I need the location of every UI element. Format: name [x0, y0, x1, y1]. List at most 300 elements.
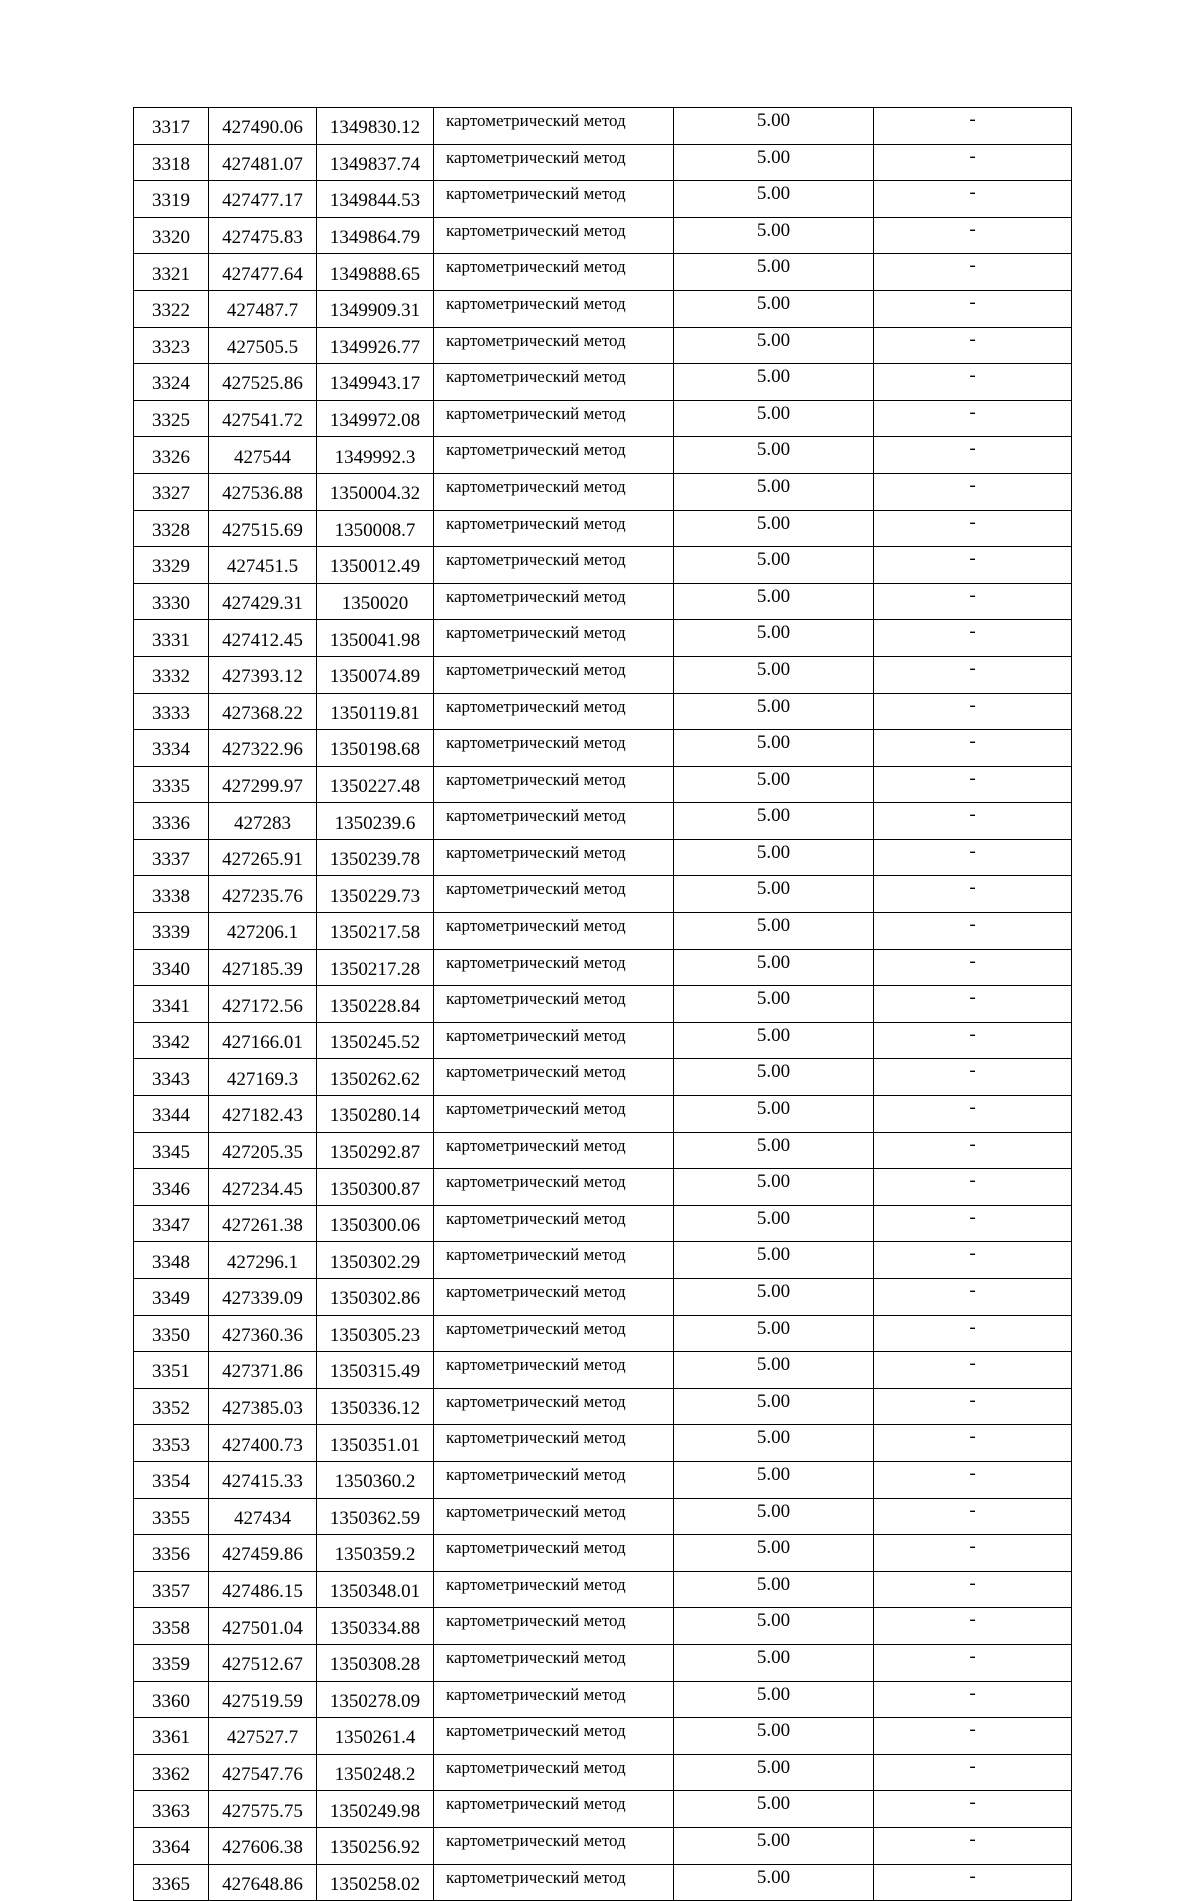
y-coordinate-cell: 1350074.89	[317, 656, 434, 693]
point-number-cell: 3329	[134, 547, 209, 584]
y-coordinate-cell: 1350300.06	[317, 1205, 434, 1242]
y-coordinate-cell: 1349837.74	[317, 144, 434, 181]
precision-cell: 5.00	[674, 1242, 874, 1279]
table-row	[134, 803, 1072, 840]
point-number-cell: 3335	[134, 766, 209, 803]
x-coordinate-cell: 427172.56	[209, 986, 317, 1023]
x-coordinate-cell: 427385.03	[209, 1388, 317, 1425]
table-row	[134, 364, 1072, 401]
x-coordinate-cell: 427166.01	[209, 1022, 317, 1059]
y-coordinate-cell: 1350020	[317, 583, 434, 620]
note-cell: -	[874, 1205, 1072, 1242]
y-coordinate-cell: 1350348.01	[317, 1571, 434, 1608]
precision-cell: 5.00	[674, 1132, 874, 1169]
x-coordinate-cell: 427486.15	[209, 1571, 317, 1608]
note-cell: -	[874, 620, 1072, 657]
precision-cell: 5.00	[674, 1754, 874, 1791]
point-number-cell: 3348	[134, 1242, 209, 1279]
point-number-cell: 3326	[134, 437, 209, 474]
y-coordinate-cell: 1350262.62	[317, 1059, 434, 1096]
method-cell: картометрический метод	[434, 108, 674, 145]
method-cell: картометрический метод	[434, 803, 674, 840]
precision-cell: 5.00	[674, 254, 874, 291]
method-cell: картометрический метод	[434, 730, 674, 767]
point-number-cell: 3362	[134, 1754, 209, 1791]
x-coordinate-cell: 427515.69	[209, 510, 317, 547]
table-row	[134, 1315, 1072, 1352]
coordinates-table-body	[134, 108, 1072, 1901]
note-cell: -	[874, 1279, 1072, 1316]
point-number-cell: 3351	[134, 1352, 209, 1389]
x-coordinate-cell: 427412.45	[209, 620, 317, 657]
note-cell: -	[874, 1571, 1072, 1608]
note-cell: -	[874, 1388, 1072, 1425]
note-cell: -	[874, 327, 1072, 364]
precision-cell: 5.00	[674, 437, 874, 474]
point-number-cell: 3361	[134, 1718, 209, 1755]
method-cell: картометрический метод	[434, 1022, 674, 1059]
point-number-cell: 3363	[134, 1791, 209, 1828]
method-cell: картометрический метод	[434, 1864, 674, 1901]
table-row	[134, 473, 1072, 510]
precision-cell: 5.00	[674, 364, 874, 401]
note-cell: -	[874, 1059, 1072, 1096]
note-cell: -	[874, 1644, 1072, 1681]
precision-cell: 5.00	[674, 1425, 874, 1462]
x-coordinate-cell: 427234.45	[209, 1169, 317, 1206]
method-cell: картометрический метод	[434, 1132, 674, 1169]
x-coordinate-cell: 427368.22	[209, 693, 317, 730]
y-coordinate-cell: 1350239.6	[317, 803, 434, 840]
x-coordinate-cell: 427541.72	[209, 400, 317, 437]
precision-cell: 5.00	[674, 1205, 874, 1242]
point-number-cell: 3346	[134, 1169, 209, 1206]
precision-cell: 5.00	[674, 693, 874, 730]
method-cell: картометрический метод	[434, 949, 674, 986]
method-cell: картометрический метод	[434, 693, 674, 730]
precision-cell: 5.00	[674, 876, 874, 913]
precision-cell: 5.00	[674, 1279, 874, 1316]
y-coordinate-cell: 1350245.52	[317, 1022, 434, 1059]
table-row	[134, 656, 1072, 693]
note-cell: -	[874, 1608, 1072, 1645]
precision-cell: 5.00	[674, 144, 874, 181]
point-number-cell: 3340	[134, 949, 209, 986]
method-cell: картометрический метод	[434, 1352, 674, 1389]
point-number-cell: 3345	[134, 1132, 209, 1169]
note-cell: -	[874, 144, 1072, 181]
point-number-cell: 3339	[134, 913, 209, 950]
method-cell: картометрический метод	[434, 254, 674, 291]
precision-cell: 5.00	[674, 547, 874, 584]
table-row	[134, 986, 1072, 1023]
note-cell: -	[874, 1352, 1072, 1389]
table-row	[134, 1754, 1072, 1791]
note-cell: -	[874, 1535, 1072, 1572]
table-row	[134, 1644, 1072, 1681]
x-coordinate-cell: 427575.75	[209, 1791, 317, 1828]
y-coordinate-cell: 1350217.58	[317, 913, 434, 950]
y-coordinate-cell: 1350012.49	[317, 547, 434, 584]
note-cell: -	[874, 1461, 1072, 1498]
x-coordinate-cell: 427265.91	[209, 839, 317, 876]
x-coordinate-cell: 427544	[209, 437, 317, 474]
method-cell: картометрический метод	[434, 839, 674, 876]
point-number-cell: 3357	[134, 1571, 209, 1608]
x-coordinate-cell: 427299.97	[209, 766, 317, 803]
table-row	[134, 1864, 1072, 1901]
method-cell: картометрический метод	[434, 766, 674, 803]
note-cell: -	[874, 656, 1072, 693]
y-coordinate-cell: 1350261.4	[317, 1718, 434, 1755]
table-row	[134, 1059, 1072, 1096]
note-cell: -	[874, 839, 1072, 876]
note-cell: -	[874, 1132, 1072, 1169]
x-coordinate-cell: 427501.04	[209, 1608, 317, 1645]
note-cell: -	[874, 364, 1072, 401]
point-number-cell: 3353	[134, 1425, 209, 1462]
precision-cell: 5.00	[674, 766, 874, 803]
y-coordinate-cell: 1350280.14	[317, 1096, 434, 1133]
table-row	[134, 217, 1072, 254]
method-cell: картометрический метод	[434, 1279, 674, 1316]
point-number-cell: 3321	[134, 254, 209, 291]
y-coordinate-cell: 1350302.29	[317, 1242, 434, 1279]
table-row	[134, 1498, 1072, 1535]
note-cell: -	[874, 1827, 1072, 1864]
table-row	[134, 949, 1072, 986]
y-coordinate-cell: 1349909.31	[317, 290, 434, 327]
note-cell: -	[874, 547, 1072, 584]
y-coordinate-cell: 1350300.87	[317, 1169, 434, 1206]
x-coordinate-cell: 427451.5	[209, 547, 317, 584]
x-coordinate-cell: 427477.17	[209, 181, 317, 218]
method-cell: картометрический метод	[434, 1535, 674, 1572]
note-cell: -	[874, 803, 1072, 840]
note-cell: -	[874, 1022, 1072, 1059]
note-cell: -	[874, 1791, 1072, 1828]
note-cell: -	[874, 437, 1072, 474]
point-number-cell: 3338	[134, 876, 209, 913]
precision-cell: 5.00	[674, 839, 874, 876]
note-cell: -	[874, 290, 1072, 327]
table-row	[134, 693, 1072, 730]
table-row	[134, 290, 1072, 327]
x-coordinate-cell: 427429.31	[209, 583, 317, 620]
y-coordinate-cell: 1350278.09	[317, 1681, 434, 1718]
method-cell: картометрический метод	[434, 1644, 674, 1681]
y-coordinate-cell: 1350041.98	[317, 620, 434, 657]
x-coordinate-cell: 427393.12	[209, 656, 317, 693]
table-row	[134, 400, 1072, 437]
x-coordinate-cell: 427235.76	[209, 876, 317, 913]
note-cell: -	[874, 949, 1072, 986]
y-coordinate-cell: 1350004.32	[317, 473, 434, 510]
y-coordinate-cell: 1349864.79	[317, 217, 434, 254]
coordinates-table	[133, 107, 1072, 1901]
method-cell: картометрический метод	[434, 1425, 674, 1462]
table-row	[134, 1242, 1072, 1279]
point-number-cell: 3325	[134, 400, 209, 437]
precision-cell: 5.00	[674, 108, 874, 145]
x-coordinate-cell: 427415.33	[209, 1461, 317, 1498]
method-cell: картометрический метод	[434, 1461, 674, 1498]
table-row	[134, 144, 1072, 181]
method-cell: картометрический метод	[434, 547, 674, 584]
table-row	[134, 1461, 1072, 1498]
point-number-cell: 3323	[134, 327, 209, 364]
point-number-cell: 3334	[134, 730, 209, 767]
point-number-cell: 3365	[134, 1864, 209, 1901]
x-coordinate-cell: 427261.38	[209, 1205, 317, 1242]
note-cell: -	[874, 1425, 1072, 1462]
method-cell: картометрический метод	[434, 144, 674, 181]
precision-cell: 5.00	[674, 1864, 874, 1901]
point-number-cell: 3358	[134, 1608, 209, 1645]
table-row	[134, 547, 1072, 584]
table-row	[134, 620, 1072, 657]
y-coordinate-cell: 1350351.01	[317, 1425, 434, 1462]
y-coordinate-cell: 1350258.02	[317, 1864, 434, 1901]
x-coordinate-cell: 427505.5	[209, 327, 317, 364]
precision-cell: 5.00	[674, 730, 874, 767]
precision-cell: 5.00	[674, 803, 874, 840]
method-cell: картометрический метод	[434, 656, 674, 693]
method-cell: картометрический метод	[434, 1388, 674, 1425]
y-coordinate-cell: 1350336.12	[317, 1388, 434, 1425]
precision-cell: 5.00	[674, 290, 874, 327]
x-coordinate-cell: 427459.86	[209, 1535, 317, 1572]
point-number-cell: 3364	[134, 1827, 209, 1864]
method-cell: картометрический метод	[434, 876, 674, 913]
note-cell: -	[874, 876, 1072, 913]
note-cell: -	[874, 473, 1072, 510]
point-number-cell: 3347	[134, 1205, 209, 1242]
point-number-cell: 3333	[134, 693, 209, 730]
table-row	[134, 1169, 1072, 1206]
x-coordinate-cell: 427547.76	[209, 1754, 317, 1791]
table-row	[134, 876, 1072, 913]
x-coordinate-cell: 427512.67	[209, 1644, 317, 1681]
precision-cell: 5.00	[674, 1827, 874, 1864]
y-coordinate-cell: 1350248.2	[317, 1754, 434, 1791]
note-cell: -	[874, 108, 1072, 145]
table-row	[134, 181, 1072, 218]
note-cell: -	[874, 583, 1072, 620]
table-row	[134, 1535, 1072, 1572]
method-cell: картометрический метод	[434, 290, 674, 327]
table-row	[134, 1132, 1072, 1169]
method-cell: картометрический метод	[434, 1754, 674, 1791]
table-row	[134, 1205, 1072, 1242]
y-coordinate-cell: 1350229.73	[317, 876, 434, 913]
note-cell: -	[874, 217, 1072, 254]
precision-cell: 5.00	[674, 1388, 874, 1425]
precision-cell: 5.00	[674, 1535, 874, 1572]
y-coordinate-cell: 1349888.65	[317, 254, 434, 291]
point-number-cell: 3336	[134, 803, 209, 840]
table-row	[134, 1827, 1072, 1864]
precision-cell: 5.00	[674, 473, 874, 510]
y-coordinate-cell: 1349830.12	[317, 108, 434, 145]
method-cell: картометрический метод	[434, 913, 674, 950]
y-coordinate-cell: 1349992.3	[317, 437, 434, 474]
note-cell: -	[874, 510, 1072, 547]
x-coordinate-cell: 427283	[209, 803, 317, 840]
note-cell: -	[874, 1718, 1072, 1755]
method-cell: картометрический метод	[434, 473, 674, 510]
x-coordinate-cell: 427525.86	[209, 364, 317, 401]
y-coordinate-cell: 1350305.23	[317, 1315, 434, 1352]
precision-cell: 5.00	[674, 1571, 874, 1608]
note-cell: -	[874, 1754, 1072, 1791]
y-coordinate-cell: 1350360.2	[317, 1461, 434, 1498]
x-coordinate-cell: 427371.86	[209, 1352, 317, 1389]
x-coordinate-cell: 427477.64	[209, 254, 317, 291]
precision-cell: 5.00	[674, 986, 874, 1023]
y-coordinate-cell: 1350008.7	[317, 510, 434, 547]
y-coordinate-cell: 1349972.08	[317, 400, 434, 437]
point-number-cell: 3344	[134, 1096, 209, 1133]
method-cell: картометрический метод	[434, 1205, 674, 1242]
table-row	[134, 1791, 1072, 1828]
note-cell: -	[874, 1096, 1072, 1133]
y-coordinate-cell: 1350302.86	[317, 1279, 434, 1316]
point-number-cell: 3360	[134, 1681, 209, 1718]
point-number-cell: 3317	[134, 108, 209, 145]
table-row	[134, 1388, 1072, 1425]
y-coordinate-cell: 1350315.49	[317, 1352, 434, 1389]
x-coordinate-cell: 427481.07	[209, 144, 317, 181]
precision-cell: 5.00	[674, 1791, 874, 1828]
point-number-cell: 3328	[134, 510, 209, 547]
precision-cell: 5.00	[674, 1022, 874, 1059]
method-cell: картометрический метод	[434, 1242, 674, 1279]
method-cell: картометрический метод	[434, 400, 674, 437]
point-number-cell: 3349	[134, 1279, 209, 1316]
point-number-cell: 3319	[134, 181, 209, 218]
precision-cell: 5.00	[674, 583, 874, 620]
x-coordinate-cell: 427185.39	[209, 949, 317, 986]
x-coordinate-cell: 427434	[209, 1498, 317, 1535]
point-number-cell: 3341	[134, 986, 209, 1023]
y-coordinate-cell: 1350217.28	[317, 949, 434, 986]
point-number-cell: 3352	[134, 1388, 209, 1425]
x-coordinate-cell: 427360.36	[209, 1315, 317, 1352]
table-row	[134, 510, 1072, 547]
table-row	[134, 1352, 1072, 1389]
method-cell: картометрический метод	[434, 1608, 674, 1645]
x-coordinate-cell: 427206.1	[209, 913, 317, 950]
precision-cell: 5.00	[674, 1096, 874, 1133]
table-row	[134, 839, 1072, 876]
precision-cell: 5.00	[674, 1608, 874, 1645]
point-number-cell: 3355	[134, 1498, 209, 1535]
note-cell: -	[874, 254, 1072, 291]
y-coordinate-cell: 1349943.17	[317, 364, 434, 401]
precision-cell: 5.00	[674, 913, 874, 950]
x-coordinate-cell: 427648.86	[209, 1864, 317, 1901]
note-cell: -	[874, 1864, 1072, 1901]
method-cell: картометрический метод	[434, 327, 674, 364]
note-cell: -	[874, 730, 1072, 767]
x-coordinate-cell: 427205.35	[209, 1132, 317, 1169]
table-row	[134, 1718, 1072, 1755]
note-cell: -	[874, 181, 1072, 218]
method-cell: картометрический метод	[434, 181, 674, 218]
note-cell: -	[874, 400, 1072, 437]
y-coordinate-cell: 1350119.81	[317, 693, 434, 730]
table-row	[134, 1279, 1072, 1316]
method-cell: картометрический метод	[434, 364, 674, 401]
y-coordinate-cell: 1350359.2	[317, 1535, 434, 1572]
precision-cell: 5.00	[674, 400, 874, 437]
method-cell: картометрический метод	[434, 620, 674, 657]
precision-cell: 5.00	[674, 217, 874, 254]
y-coordinate-cell: 1349844.53	[317, 181, 434, 218]
point-number-cell: 3322	[134, 290, 209, 327]
x-coordinate-cell: 427519.59	[209, 1681, 317, 1718]
note-cell: -	[874, 986, 1072, 1023]
note-cell: -	[874, 693, 1072, 730]
point-number-cell: 3327	[134, 473, 209, 510]
method-cell: картометрический метод	[434, 986, 674, 1023]
point-number-cell: 3359	[134, 1644, 209, 1681]
note-cell: -	[874, 1498, 1072, 1535]
point-number-cell: 3331	[134, 620, 209, 657]
note-cell: -	[874, 1169, 1072, 1206]
x-coordinate-cell: 427322.96	[209, 730, 317, 767]
table-row	[134, 254, 1072, 291]
precision-cell: 5.00	[674, 1718, 874, 1755]
y-coordinate-cell: 1350227.48	[317, 766, 434, 803]
method-cell: картометрический метод	[434, 217, 674, 254]
precision-cell: 5.00	[674, 510, 874, 547]
method-cell: картометрический метод	[434, 1718, 674, 1755]
x-coordinate-cell: 427527.7	[209, 1718, 317, 1755]
precision-cell: 5.00	[674, 327, 874, 364]
y-coordinate-cell: 1350256.92	[317, 1827, 434, 1864]
x-coordinate-cell: 427490.06	[209, 108, 317, 145]
table-row	[134, 913, 1072, 950]
table-row	[134, 1022, 1072, 1059]
point-number-cell: 3330	[134, 583, 209, 620]
point-number-cell: 3318	[134, 144, 209, 181]
table-row	[134, 1571, 1072, 1608]
y-coordinate-cell: 1350228.84	[317, 986, 434, 1023]
method-cell: картометрический метод	[434, 1571, 674, 1608]
point-number-cell: 3332	[134, 656, 209, 693]
x-coordinate-cell: 427296.1	[209, 1242, 317, 1279]
method-cell: картометрический метод	[434, 1827, 674, 1864]
point-number-cell: 3337	[134, 839, 209, 876]
y-coordinate-cell: 1350362.59	[317, 1498, 434, 1535]
point-number-cell: 3350	[134, 1315, 209, 1352]
table-row	[134, 1096, 1072, 1133]
x-coordinate-cell: 427606.38	[209, 1827, 317, 1864]
y-coordinate-cell: 1349926.77	[317, 327, 434, 364]
point-number-cell: 3343	[134, 1059, 209, 1096]
x-coordinate-cell: 427475.83	[209, 217, 317, 254]
x-coordinate-cell: 427169.3	[209, 1059, 317, 1096]
table-row	[134, 730, 1072, 767]
y-coordinate-cell: 1350198.68	[317, 730, 434, 767]
precision-cell: 5.00	[674, 1315, 874, 1352]
precision-cell: 5.00	[674, 181, 874, 218]
method-cell: картометрический метод	[434, 583, 674, 620]
note-cell: -	[874, 766, 1072, 803]
note-cell: -	[874, 913, 1072, 950]
